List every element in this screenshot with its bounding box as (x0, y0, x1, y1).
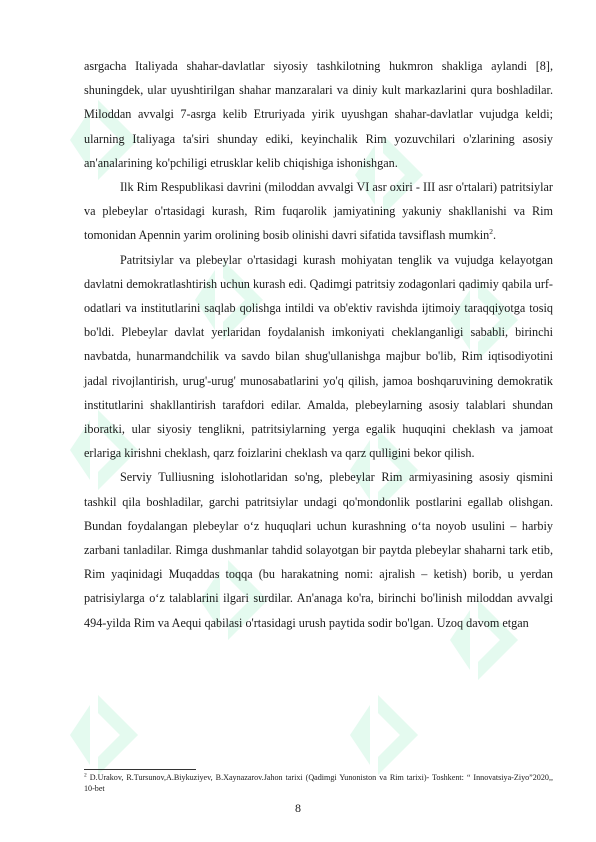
watermark-logo-icon (70, 695, 138, 775)
paragraph-3: Patritsiylar va plebeylar o'rtasidagi kurash mohiyatan tenglik va vujudga kelayotgan davlatni demokratlashtirish uchun kurash edi. Qadimgi patritsiy zodagonlari qadimiy qabila urf-odatlari va institutlarini saqlab qolishga intildi va ob'ektiv ravishda ijtimoiy taraqqiyotga tosiq bo'ldi. Plebeylar davlat yerlaridan foydalanish imkoniyati cheklanganligi sababli, birinchi navbatda, hunarmandchilik va savdo bilan shug'ullanishga majbur bo'lib, Rim iqtisodiyotini jadal rivojlantirish, urug'-urug' munosabatlarini yo'q qilish, jamoa boshqaruvining demokratik institutlarini shakllantirish tarafdori edilar. Amalda, plebeylarning asosiy talablari shundan iboratki, ular siyosiy tenglikni, patritsiylarning yerga egalik huquqini cheklash va jamoat erlariga kirishni cheklash, qarz foizlarini cheklash va qarz qulligini bekor qilish. (84, 252, 553, 461)
footnote-reference[interactable]: 2 (489, 227, 493, 237)
paragraph-2-end: . (492, 228, 496, 243)
footnote-number: 2 (84, 772, 87, 779)
paragraph-2 (84, 175, 553, 248)
page-number: 8 (295, 801, 301, 815)
footnote-text: D.Urakov, R.Tursunov,A.Biykuziyev, B.Xaynazarov.Jahon tarixi (Qadimgi Yunoniston va Rim tarixi)- Toshkent: “ Innovatsiya-Ziyo”2020,, 10-bet (84, 773, 553, 793)
paragraph-1: asrgacha Italiyada shahar-davlatlar siyosiy tashkilotning hukmron shakliga aylandi [8], shuningdek, ular uyushtirilgan shahar manzaralari va diniy kult markazlarini qura boshladilar. Miloddan avvalgi 7-asrga kelib Etruriyada yirik uyushgan shahar-davlatlar vujudga keldi; ularning Italiyaga ta'siri shunday ediki, keyinchalik Rim yozuvchilari o'zlarining asosiy an'analarining ko'pchiligi etrusklar kelib chiqishiga ishonishgan. (84, 59, 553, 170)
watermark-logo-icon (350, 695, 418, 775)
footnote-divider (84, 769, 196, 770)
paragraph-4: Serviy Tulliusning islohotlaridan so'ng, plebeylar Rim armiyasining asosiy qismini tashkil qila boshladilar, garchi patritsiylar undagi qo'mondonlik postlarini egallab olishgan. Bundan foydalangan plebeylar o‘z huquqlari uchun kurashning o‘ta noyob usulini – harbiy zarbani tanladilar. Rimga dushmanlar tahdid solayotgan bir paytda plebeylar shaharni tark etib, Rim yaqinidagi Muqaddas toqqa (bu harakatning nomi: ajralish – ketish) borib, u yerdan patrisiylarga o‘z talablarini ilgari surdilar. An'anaga ko'ra, birinchi bo'linish miloddan avvalgi 494-yilda Rim va Aequi qabilasi o'rtasidagi urush paytida sodir bo'lgan. Uzoq davom etgan (84, 470, 553, 630)
paragraph-2-text: Ilk Rim Respublikasi davrini (miloddan avvalgi VI asr oxiri - III asr o'rtalari) patritsiylar va plebeylar o'rtasidagi kurash, Rim fuqarolik jamiyatining yakuniy shakllanishi va Rim tomonidan Apennin yarim orolining bosib olinishi davri sifatida tavsiflash mumkin (84, 180, 553, 243)
body-text (84, 54, 553, 635)
footnote (84, 772, 553, 794)
